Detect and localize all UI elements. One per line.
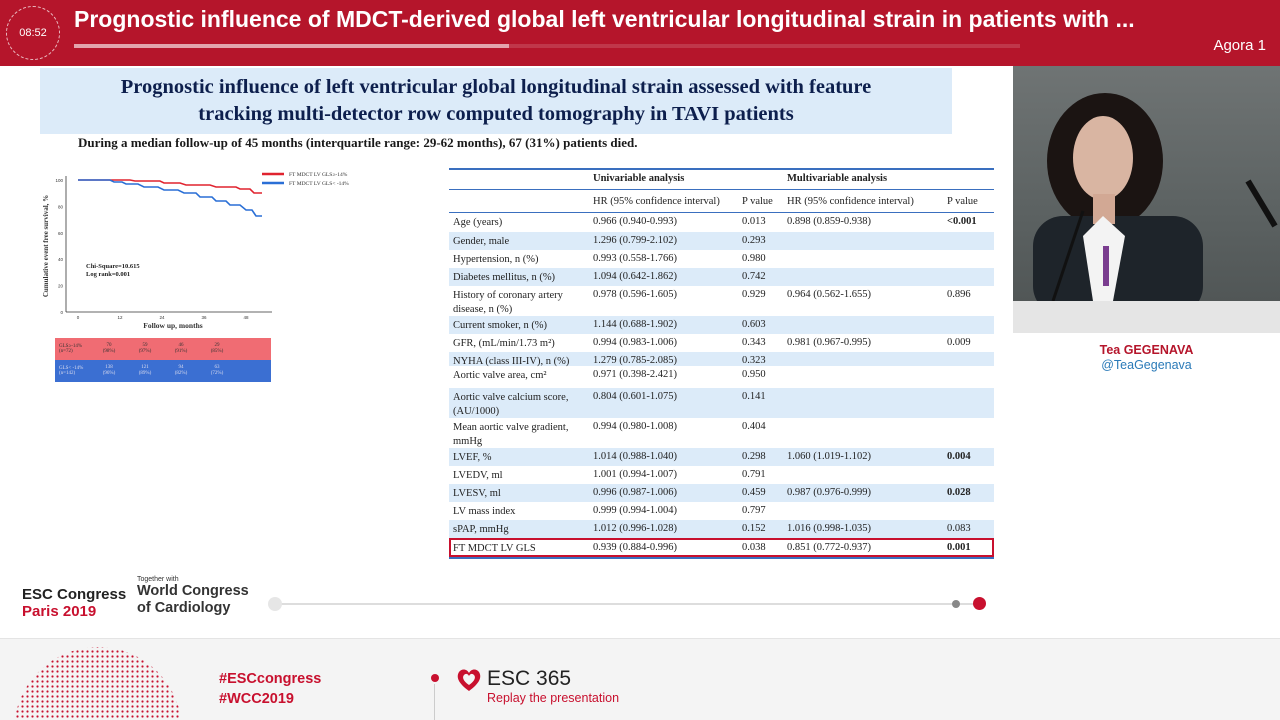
- table-cell-var: Age (years): [453, 217, 503, 228]
- table-cell-hr1: 0.939 (0.884-0.996): [593, 542, 677, 553]
- col-p-multi: P value: [947, 196, 978, 207]
- risk-cell: 70 (98%): [102, 343, 116, 354]
- km-curve-blue: [78, 180, 262, 216]
- speaker-silhouette: [1013, 66, 1280, 333]
- esc-heart-icon: [455, 666, 483, 694]
- table-cell-p2: [947, 388, 994, 391]
- table-cell-hr2: 0.898 (0.859-0.938): [787, 216, 871, 227]
- table-cell-p1: 0.950: [742, 369, 766, 380]
- y-ticks: [55, 178, 63, 315]
- table-cell-p2: [947, 502, 994, 505]
- table-cell-var: LVEDV, ml: [453, 470, 503, 481]
- table-cell-var: LV mass index: [453, 506, 516, 517]
- table-row: [449, 352, 994, 366]
- table-cell-hr1: 1.279 (0.785-2.085): [593, 355, 677, 366]
- table-cell-p2: [947, 232, 994, 235]
- slide-title: [40, 68, 952, 134]
- table-cell-p1: 0.603: [742, 319, 766, 330]
- table-cell-hr2: 0.987 (0.976-0.999): [787, 487, 871, 498]
- table-cell-hr1: 0.996 (0.987-1.006): [593, 487, 677, 498]
- table-cell-p2: [947, 352, 994, 355]
- table-cell-hr1: 0.966 (0.940-0.993): [593, 216, 677, 227]
- km-stat-log-rank: Log rank=0.001: [86, 271, 131, 278]
- table-cell-hr2: [787, 250, 947, 253]
- table-cell-hr2: 0.851 (0.772-0.937): [787, 542, 871, 553]
- speaker-name: Tea GEGENAVA: [1099, 343, 1194, 357]
- globe-dots-graphic: [0, 639, 190, 720]
- table-cell-hr1: 1.094 (0.642-1.862): [593, 271, 677, 282]
- table-cell-p1: 0.152: [742, 523, 766, 534]
- slide-title-line1: Prognostic influence of left ventricular global longitudinal strain assessed with feature: [120, 76, 872, 98]
- table-cell-p2: 0.083: [947, 523, 971, 534]
- slide-title-line2: tracking multi-detector row computed tomography in TAVI patients: [198, 103, 794, 125]
- table-row: [449, 502, 994, 520]
- table-row: [449, 334, 994, 352]
- number-at-risk-table: [55, 338, 271, 382]
- table-cell-hr2: [787, 352, 947, 355]
- y-tick-label: 0: [60, 310, 63, 315]
- table-cell-p1: 0.404: [742, 421, 766, 432]
- table-cell-p1: 0.459: [742, 487, 766, 498]
- table-cell-p1: 0.980: [742, 253, 766, 264]
- y-tick-label: 20: [57, 283, 63, 289]
- table-cell-p2: [947, 250, 994, 253]
- table-row: [449, 213, 994, 232]
- esc-congress-logo: ESC Congress Paris 2019: [22, 586, 127, 620]
- room-label: Agora 1: [1213, 37, 1266, 54]
- table-cell-var: Current smoker, n (%): [453, 320, 548, 331]
- table-cell-hr2: [787, 232, 947, 235]
- table-cell-hr2: [787, 366, 947, 369]
- hashtag-wcc[interactable]: #WCC2019: [219, 691, 294, 707]
- table-cell-p1: 0.791: [742, 469, 766, 480]
- univariable-header: Univariable analysis: [593, 173, 685, 184]
- table-row: [449, 520, 994, 538]
- table-cell-hr1: 1.014 (0.988-1.040): [593, 451, 677, 462]
- risk-cell: 63 (72%): [210, 365, 224, 376]
- table-cell-hr1: 0.994 (0.980-1.008): [593, 421, 677, 432]
- slide-progress-current-dot[interactable]: [973, 597, 986, 610]
- table-row: [449, 268, 994, 286]
- table-cell-p2: [947, 466, 994, 469]
- table-cell-p1: 0.013: [742, 216, 766, 227]
- table-cell-var: GFR, (mL/min/1.73 m²): [453, 338, 555, 349]
- table-cell-hr2: 1.016 (0.998-1.035): [787, 523, 871, 534]
- table-bottom-rule: [449, 557, 994, 559]
- footer-divider-dot: [431, 674, 439, 682]
- speaker-desk: [1013, 301, 1280, 333]
- table-cell-hr1: 0.978 (0.596-1.605): [593, 289, 677, 300]
- cox-regression-table: [449, 168, 994, 559]
- table-cell-var: Gender, male: [453, 236, 510, 247]
- km-xlabel: Follow up, months: [143, 321, 203, 330]
- table-row-highlighted: [449, 538, 994, 557]
- table-cell-p2: <0.001: [947, 216, 977, 227]
- table-row: [449, 448, 994, 466]
- table-cell-p1: 0.797: [742, 505, 766, 516]
- table-cell-p2: 0.001: [947, 542, 971, 553]
- table-cell-hr2: [787, 418, 947, 421]
- x-tick-label: 24: [159, 315, 165, 320]
- risk-row-gls-low: [55, 360, 271, 382]
- table-cell-p1: 0.038: [742, 542, 766, 553]
- table-cell-p1: 0.293: [742, 235, 766, 246]
- multivariable-header: Multivariable analysis: [787, 173, 888, 184]
- table-cell-p2: [947, 268, 994, 271]
- table-cell-hr1: 0.994 (0.983-1.006): [593, 337, 677, 348]
- risk-cell: 138 (96%): [102, 365, 116, 376]
- legend-blue-label: FT MDCT LV GLS< -14%: [289, 181, 349, 187]
- timer-badge: 08:52: [6, 6, 60, 60]
- km-ylabel: Cumulative event free survival, %: [42, 194, 50, 298]
- table-cell-hr1: 1.144 (0.688-1.902): [593, 319, 677, 330]
- table-cell-hr1: 0.971 (0.398-2.421): [593, 369, 677, 380]
- esc365-brand[interactable]: ESC 365: [487, 667, 572, 690]
- table-cell-p2: [947, 366, 994, 369]
- table-cell-hr2: [787, 388, 947, 391]
- presentation-progress-fill: [74, 44, 509, 48]
- hashtag-esc[interactable]: #ESCcongress: [219, 671, 322, 687]
- table-row: [449, 250, 994, 268]
- table-row: [449, 286, 994, 316]
- table-cell-hr2: 0.964 (0.562-1.655): [787, 289, 871, 300]
- footer-divider: [434, 684, 435, 720]
- table-cell-hr1: 1.012 (0.996-1.028): [593, 523, 677, 534]
- presentation-title: Prognostic influence of MDCT-derived global left ventricular longitudinal strain in patients with ...: [74, 6, 1135, 32]
- table-cell-p1: 0.298: [742, 451, 766, 462]
- slide: [0, 66, 1013, 638]
- table-group-header: [449, 170, 994, 189]
- table-cell-p1: 0.343: [742, 337, 766, 348]
- table-cell-hr2: [787, 316, 947, 319]
- y-tick-label: 40: [57, 257, 63, 263]
- risk-cell: 29 (85%): [210, 343, 224, 354]
- table-cell-p1: 0.323: [742, 355, 766, 366]
- table-row: [449, 388, 994, 418]
- col-hr-multi: HR (95% confidence interval): [787, 196, 914, 207]
- table-cell-p1: 0.742: [742, 271, 766, 282]
- risk-cell: 121 (89%): [138, 365, 152, 376]
- col-p-uni: P value: [742, 196, 773, 207]
- slide-subtitle: During a median follow-up of 45 months (interquartile range: 29-62 months), 67 (31%) patients died.: [78, 135, 638, 150]
- wcc-logo: Together with World Congress of Cardiology: [137, 576, 249, 616]
- table-cell-p1: 0.141: [742, 391, 766, 402]
- slide-progress-dot[interactable]: [952, 600, 960, 608]
- table-cell-var: Mean aortic valve gradient, mmHg: [453, 422, 569, 447]
- table-cell-p2: [947, 316, 994, 319]
- col-hr-uni: HR (95% confidence interval): [593, 196, 720, 207]
- table-cell-p1: 0.929: [742, 289, 766, 300]
- x-ticks: [77, 315, 249, 320]
- table-cell-p2: 0.004: [947, 451, 971, 462]
- y-tick-label: 80: [57, 204, 63, 210]
- table-cell-p2: 0.028: [947, 487, 971, 498]
- y-tick-label: 60: [57, 230, 63, 236]
- x-tick-label: 0: [76, 315, 80, 320]
- table-column-header: [449, 189, 994, 213]
- risk-row-label: GLS< -14% (n=142): [59, 366, 84, 376]
- table-cell-p2: 0.009: [947, 337, 971, 348]
- table-cell-hr2: 0.981 (0.967-0.995): [787, 337, 871, 348]
- table-cell-hr2: [787, 268, 947, 271]
- speaker-video: [1013, 66, 1280, 333]
- risk-row-label: GLS≥-14% (n=72): [59, 344, 83, 354]
- table-cell-hr2: [787, 502, 947, 505]
- legend-red-label: FT MDCT LV GLS≥-14%: [289, 172, 348, 178]
- risk-cell: 59 (97%): [138, 343, 152, 354]
- table-cell-hr1: 1.296 (0.799-2.102): [593, 235, 677, 246]
- table-cell-var: Hypertension, n (%): [453, 254, 539, 265]
- table-cell-p2: [947, 418, 994, 421]
- km-stat-chi-square: Chi-Square=10.615: [86, 263, 140, 270]
- table-row: [449, 418, 994, 448]
- table-cell-hr2: [787, 466, 947, 469]
- table-row: [449, 232, 994, 250]
- table-cell-var: Aortic valve calcium score, (AU/1000): [453, 392, 569, 417]
- y-tick-label: 100: [55, 178, 63, 183]
- table-cell-hr1: 1.001 (0.994-1.007): [593, 469, 677, 480]
- km-legend: [262, 172, 349, 187]
- footer-bar: [0, 638, 1280, 720]
- table-row: [449, 466, 994, 484]
- table-cell-var: Diabetes mellitus, n (%): [453, 272, 556, 283]
- table-cell-p2: 0.896: [947, 289, 971, 300]
- km-curve-red: [78, 180, 262, 193]
- table-row: [449, 316, 994, 334]
- table-cell-var: LVESV, ml: [453, 488, 501, 499]
- table-body: [449, 213, 994, 557]
- header-bar: [0, 0, 1280, 66]
- slide-progress-track: [275, 603, 980, 605]
- table-row: [449, 366, 994, 388]
- table-cell-hr1: 0.804 (0.601-1.075): [593, 391, 677, 402]
- replay-link[interactable]: Replay the presentation: [487, 691, 620, 705]
- risk-cell: 94 (82%): [174, 365, 188, 376]
- x-tick-label: 12: [117, 315, 123, 320]
- risk-row-gls-high: [55, 338, 271, 360]
- x-tick-label: 36: [201, 315, 207, 320]
- x-tick-label: 48: [243, 315, 249, 320]
- presentation-progress: [74, 44, 1020, 48]
- table-cell-var: History of coronary artery disease, n (%): [453, 290, 563, 315]
- slide-progress-start-knob[interactable]: [268, 597, 282, 611]
- table-cell-var: LVEF, %: [453, 452, 492, 463]
- table-cell-hr1: 0.999 (0.994-1.004): [593, 505, 677, 516]
- table-cell-var: sPAP, mmHg: [453, 524, 509, 535]
- hashtags: [219, 669, 321, 709]
- risk-cell: 46 (91%): [174, 343, 188, 354]
- table-cell-var: NYHA (class III-IV), n (%): [453, 356, 570, 367]
- table-cell-hr2: 1.060 (1.019-1.102): [787, 451, 871, 462]
- table-cell-hr1: 0.993 (0.558-1.766): [593, 253, 677, 264]
- speaker-handle[interactable]: @TeaGegenava: [1101, 358, 1192, 372]
- table-row: [449, 484, 994, 502]
- table-cell-var: FT MDCT LV GLS: [453, 543, 536, 554]
- table-cell-var: Aortic valve area, cm²: [453, 370, 547, 381]
